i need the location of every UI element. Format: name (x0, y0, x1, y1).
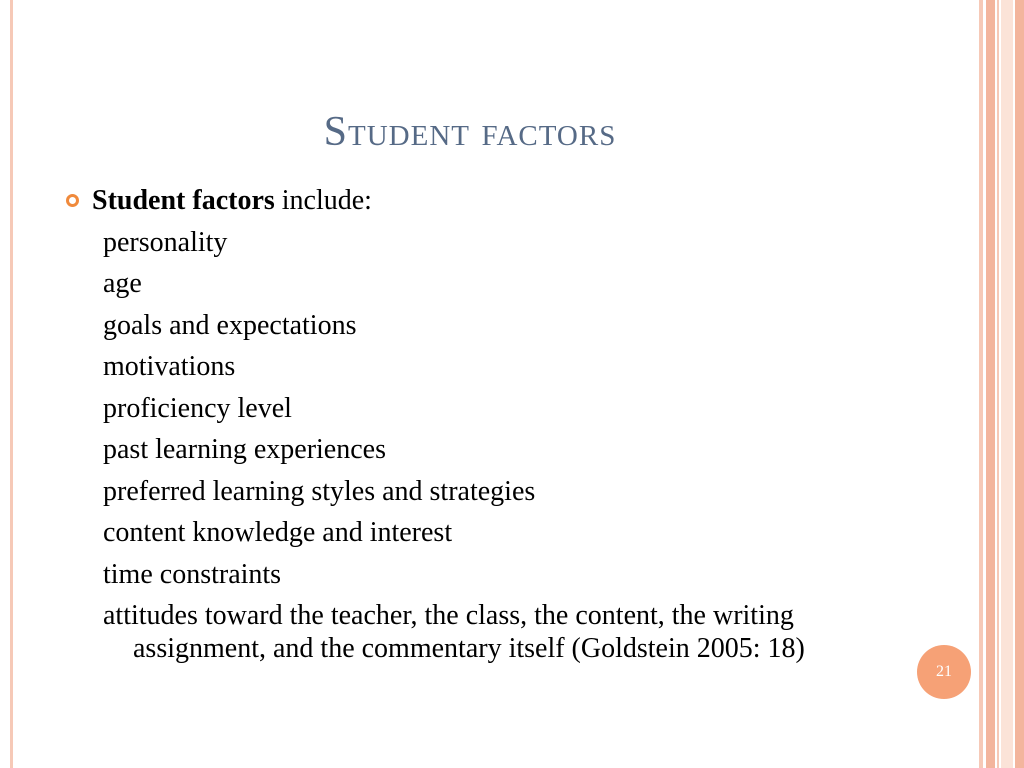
bullet-intro (60, 180, 910, 222)
list-item: attitudes toward the teacher, the class, the content, the writing assignment, and the commentary itself (Goldstein 2005: 18) (103, 600, 805, 664)
page-number-badge: 21 (917, 645, 971, 699)
intro-text: include: (274, 185, 372, 216)
list-item: age (103, 268, 142, 299)
intro-bold-text: Student factors (92, 185, 275, 216)
ring-bullet-icon (66, 194, 79, 207)
slide-title: Student factors (323, 109, 617, 155)
list-item: proficiency level (103, 392, 292, 424)
list-item: past learning experiences (103, 434, 386, 465)
right-border-stripe (1015, 0, 1024, 768)
list-item: goals and expectations (103, 309, 357, 341)
right-border-stripe (997, 0, 999, 768)
list-item: content knowledge and interest (103, 517, 453, 548)
list-item: preferred learning styles and strategies (103, 475, 536, 507)
right-border-stripe (979, 0, 983, 768)
list-item: time constraints (103, 558, 282, 590)
list-item: personality (103, 226, 228, 258)
slide-content (60, 180, 910, 665)
right-border-stripe (986, 0, 995, 768)
list-item: motivations (103, 351, 236, 382)
right-border-stripe (1001, 0, 1013, 768)
